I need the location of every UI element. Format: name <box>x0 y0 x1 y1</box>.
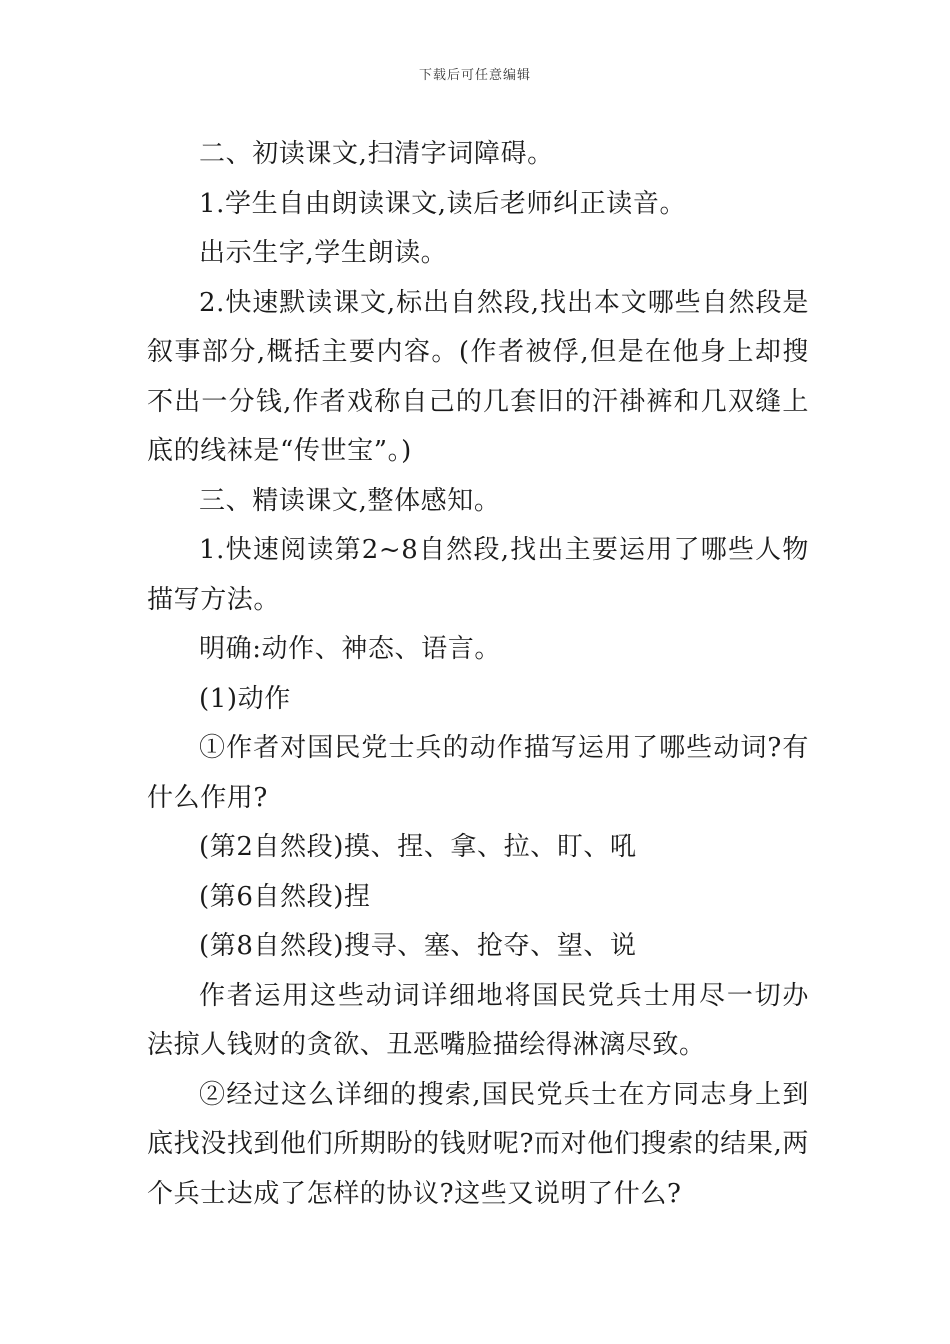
paragraph-para-6-verbs: (第6自然段)捏 <box>199 881 371 912</box>
body-text <box>147 130 809 1219</box>
paragraph-question-1: ①作者对国民党士兵的动作描写运用了哪些动词?有什么作用? <box>147 733 809 813</box>
header-note: 下载后可任意编辑 <box>418 68 531 83</box>
paragraph-show-characters: 出示生字,学生朗读。 <box>199 238 448 268</box>
paragraph-clarify: 明确:动作、神态、语言。 <box>199 634 501 664</box>
paragraph-verb-analysis: 作者运用这些动词详细地将国民党兵士用尽一切办法掠人钱财的贪欲、丑恶嘴脸描绘得淋漓尽致。 <box>147 980 809 1060</box>
paragraph-item-1: 1.学生自由朗读课文,读后老师纠正读音。 <box>199 188 687 219</box>
paragraph-para-8-verbs: (第8自然段)搜寻、塞、抢夺、望、说 <box>199 931 637 961</box>
paragraph-action-heading: (1)动作 <box>199 683 291 714</box>
paragraph-reading-task: 1.快速阅读第2~8自然段,找出主要运用了哪些人物描写方法。 <box>147 535 809 615</box>
paragraph-section-3-heading: 三、精读课文,整体感知。 <box>199 485 501 516</box>
paragraph-section-2-heading: 二、初读课文,扫清字词障碍。 <box>199 139 554 169</box>
paragraph-para-2-verbs: (第2自然段)摸、捏、拿、拉、盯、吼 <box>199 832 637 862</box>
paragraph-question-2: ②经过这么详细的搜索,国民党兵士在方同志身上到底找没找到他们所期盼的钱财呢?而对他们搜索的结果,两个兵士达成了怎样的协议?这些又说明了什么? <box>147 1079 809 1209</box>
paragraph-item-2: 2.快速默读课文,标出自然段,找出本文哪些自然段是叙事部分,概括主要内容。(作者被俘,但是在他身上却搜不出一分钱,作者戏称自己的几套旧的汗褂裤和几双缝上底的线袜是“传世宝”。) <box>147 287 809 466</box>
